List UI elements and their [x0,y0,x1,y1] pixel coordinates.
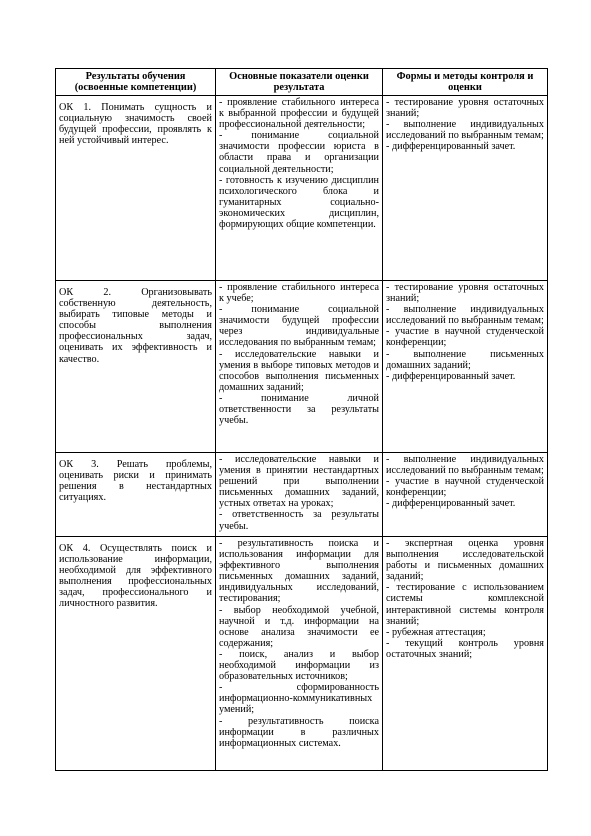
indicator-item: - готовность к изучению дисциплин психологического блока и гуманитарных социально-экономических дисциплин, формирующих общие компетенции. [219,174,379,231]
method-item: - выполнение письменных домашних заданий; [386,348,544,371]
method-item: - рубежная аттестация; [386,626,486,638]
indicator-item: - результативность поиска и использования информации для эффективного выполнения письменных домашних заданий, индивидуальных исследований, тестирования; [219,538,379,605]
method-item: - участие в научной студенческой конференции; [386,476,544,499]
indicator-item: - выбор необходимой учебной, научной и т.д. информации на основе анализа значимости ее содержания; [219,604,379,649]
methods-cell [383,96,548,281]
competence-table [55,68,548,771]
method-item: - тестирование с использованием системы комплексной интерактивной системы контроля знаний; [386,582,544,627]
table-row [56,537,548,771]
result-cell: ОК 4. Осуществлять поиск и использование информации, необходимой для эффективного выполнения профессиональных задач, профессионального и личностного развития. [56,537,216,771]
header-results: Результаты обучения (освоенные компетенции) [56,69,216,96]
method-item: - выполнение индивидуальных исследований по выбранным темам; [386,304,544,327]
indicator-item: - поиск, анализ и выбор необходимой информации из образовательных источников; [219,648,379,683]
method-item: - выполнение индивидуальных исследований по выбранным темам; [386,454,544,477]
methods-cell [383,281,548,453]
indicator-item: - исследовательские навыки и умения в принятии нестандартных решений при выполнении письменных домашних заданий, устных ответах на уроках; [219,454,379,510]
indicator-item: - проявление стабильного интереса к учебе; [219,282,379,305]
header-indicators: Основные показатели оценки результата [216,69,383,96]
result-cell: ОК 2. Организовывать собственную деятельность, выбирать типовые методы и способы выполнения профессиональных задач, оценивать их эффективность и качество. [56,281,216,453]
table-row [56,281,548,453]
method-item: - дифференцированный зачет. [386,370,516,382]
methods-cell [383,537,548,771]
method-item: - выполнение индивидуальных исследований по выбранным темам; [386,119,544,142]
indicator-item: - ответственность за результаты учебы. [219,509,379,532]
method-item: - тестирование уровня остаточных знаний; [386,97,544,120]
indicators-cell [216,96,383,281]
method-item: - участие в научной студенческой конференции; [386,326,544,349]
indicator-item: - исследовательские навыки и умения в выборе типовых методов и способов выполнения письменных домашних заданий; [219,348,379,393]
method-item: - тестирование уровня остаточных знаний; [386,282,544,305]
indicator-item: - понимание личной ответственности за результаты учебы. [219,392,379,427]
result-cell: ОК 3. Решать проблемы, оценивать риски и принимать решения в нестандартных ситуациях. [56,453,216,537]
indicator-item: - сформированность информационно-коммуникативных умений; [219,682,379,716]
indicators-cell [216,453,383,537]
header-methods: Формы и методы контроля и оценки [383,69,548,96]
table-row [56,96,548,281]
indicator-item: - результативность поиска информации в различных информационных системах. [219,715,379,749]
indicators-cell [216,537,383,771]
header-row [56,69,548,96]
table-row [56,453,548,537]
method-item: - экспертная оценка уровня выполнения исследовательской работы и письменных домашних заданий; [386,538,544,583]
methods-cell [383,453,548,537]
method-item: - дифференцированный зачет. [386,498,516,510]
method-item: - текущий контроль уровня остаточных знаний; [386,637,544,660]
result-cell: ОК 1. Понимать сущность и социальную значимость своей будущей профессии, проявлять к ней устойчивый интерес. [56,96,216,281]
indicator-item: - понимание социальной значимости профессии юриста в области права и организации социальной деятельности; [219,130,379,175]
method-item: - дифференцированный зачет. [386,141,516,153]
indicator-item: - понимание социальной значимости будущей профессии через индивидуальные исследования по выбранным темам; [219,304,379,349]
indicator-item: - проявление стабильного интереса к выбранной профессии и будущей профессиональной деятельности; [219,97,379,131]
indicators-cell [216,281,383,453]
